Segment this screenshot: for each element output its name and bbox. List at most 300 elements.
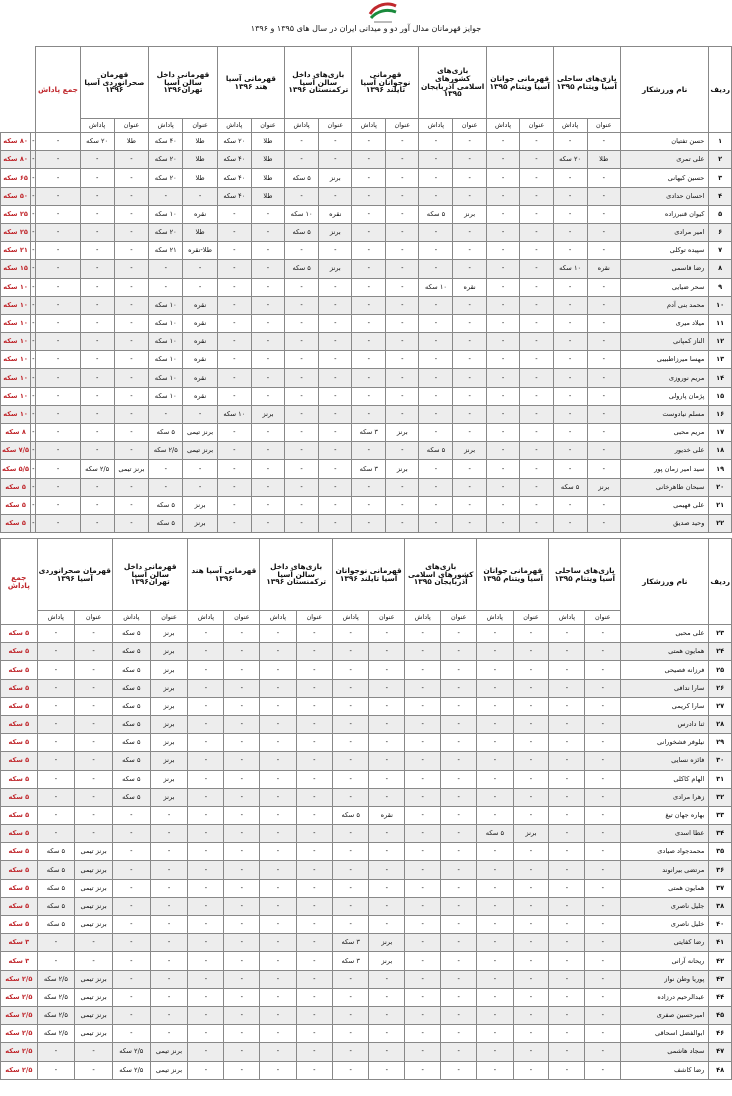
medal-cell: - <box>150 879 188 897</box>
reward-cell: - <box>260 861 296 879</box>
medal-cell: - <box>75 679 113 697</box>
title-subheader: عنوان <box>150 611 188 625</box>
reward-cell: - <box>553 133 587 151</box>
medal-cell: - <box>441 897 477 915</box>
reward-cell: - <box>260 752 296 770</box>
reward-cell: - <box>486 369 519 387</box>
athlete-name: رضا قاسمی <box>620 260 708 278</box>
medal-cell: - <box>114 260 148 278</box>
medal-cell: - <box>36 296 80 314</box>
reward-cell: - <box>352 387 386 405</box>
reward-cell: - <box>80 496 114 514</box>
medal-cell: برنز <box>183 514 217 532</box>
medal-cell: - <box>520 205 553 223</box>
medal-cell: - <box>114 169 148 187</box>
reward-cell: - <box>352 514 386 532</box>
reward-cell: - <box>486 187 519 205</box>
reward-subheader: پاداش <box>352 119 386 133</box>
reward-cell: - <box>285 242 319 260</box>
medal-cell: برنز <box>150 715 188 733</box>
medal-cell: - <box>319 333 352 351</box>
reward-cell: - <box>217 205 251 223</box>
medal-cell: - <box>453 387 486 405</box>
reward-cell: ۴۰ سکه <box>149 133 183 151</box>
medal-cell: برنز <box>150 770 188 788</box>
row-number: ۳۶ <box>709 861 732 879</box>
table-row <box>1 187 732 205</box>
medal-cell: - <box>319 387 352 405</box>
table-row <box>1 424 732 442</box>
reward-cell: - <box>352 242 386 260</box>
reward-cell: - <box>553 296 587 314</box>
reward-cell: ۲۰ سکه <box>553 151 587 169</box>
competition-header: قهرمان صحرانوردی آسیا ۱۳۹۶ <box>37 539 112 611</box>
medal-cell: - <box>513 679 549 697</box>
medal-cell: - <box>224 1061 260 1079</box>
reward-cell: - <box>188 1043 224 1061</box>
medal-cell: - <box>36 405 80 423</box>
medal-cell: - <box>251 242 284 260</box>
reward-cell: - <box>477 734 513 752</box>
reward-cell: ۱۰ سکه <box>419 278 453 296</box>
reward-cell: - <box>553 205 587 223</box>
reward-cell: ۵ سکه <box>149 424 183 442</box>
medal-cell: - <box>296 1043 332 1061</box>
medal-cell: - <box>585 697 621 715</box>
reward-cell: - <box>553 424 587 442</box>
reward-cell: - <box>405 843 441 861</box>
medal-cell: - <box>441 806 477 824</box>
reward-cell: - <box>31 460 36 478</box>
reward-cell: - <box>405 625 441 643</box>
medal-cell: برنز تیمی <box>75 916 113 934</box>
total-reward: ۸۰ سکه <box>1 151 31 169</box>
row-number: ۲۸ <box>709 715 732 733</box>
reward-cell: - <box>477 770 513 788</box>
row-number: ۱۴ <box>709 369 732 387</box>
reward-cell: - <box>352 442 386 460</box>
medal-cell: - <box>114 496 148 514</box>
reward-cell: - <box>37 825 75 843</box>
medal-cell: برنز <box>319 169 352 187</box>
reward-cell: ۵ سکه <box>113 697 151 715</box>
medal-cell: - <box>224 752 260 770</box>
reward-cell: - <box>549 825 585 843</box>
medal-cell: نقره <box>183 351 217 369</box>
medal-cell: - <box>114 351 148 369</box>
medal-cell: نقره <box>183 387 217 405</box>
medal-cell: - <box>587 296 620 314</box>
reward-cell: - <box>553 496 587 514</box>
reward-cell: - <box>553 333 587 351</box>
row-number: ۲۳ <box>709 625 732 643</box>
athlete-name: علی خدیور <box>620 442 708 460</box>
medal-cell: - <box>441 715 477 733</box>
reward-cell: - <box>477 879 513 897</box>
reward-cell: ۵ سکه <box>285 223 319 241</box>
reward-cell: - <box>260 879 296 897</box>
medal-cell: - <box>251 314 284 332</box>
row-number: ۹ <box>709 278 732 296</box>
reward-cell: - <box>419 351 453 369</box>
row-number: ۴۷ <box>709 1043 732 1061</box>
reward-cell: - <box>549 697 585 715</box>
reward-cell: ۲/۵ سکه <box>37 988 75 1006</box>
medal-cell: - <box>251 442 284 460</box>
reward-cell: - <box>285 387 319 405</box>
total-reward: ۵/۵ سکه <box>1 460 31 478</box>
reward-cell: - <box>285 314 319 332</box>
medal-cell: - <box>369 843 405 861</box>
medal-cell: - <box>36 278 80 296</box>
medal-cell: - <box>453 514 486 532</box>
table-row <box>1 514 732 532</box>
medal-cell: - <box>520 187 553 205</box>
medal-cell: - <box>369 970 405 988</box>
medal-cell: طلا <box>251 133 284 151</box>
reward-cell: - <box>332 625 368 643</box>
medal-cell: - <box>296 861 332 879</box>
reward-cell: - <box>217 478 251 496</box>
reward-cell: - <box>113 843 151 861</box>
reward-cell: - <box>405 643 441 661</box>
reward-cell: - <box>405 879 441 897</box>
reward-cell: - <box>352 333 386 351</box>
reward-cell: - <box>80 405 114 423</box>
medal-cell: - <box>114 296 148 314</box>
medal-cell: - <box>251 333 284 351</box>
medal-cell: - <box>585 952 621 970</box>
athlete-name: ابوالفضل اسحاقی <box>621 1025 709 1043</box>
total-reward: ۵ سکه <box>1 770 38 788</box>
reward-cell: ۵ سکه <box>477 825 513 843</box>
medal-cell: - <box>369 916 405 934</box>
medal-cell: - <box>296 734 332 752</box>
athlete-name: خلیل ناصری <box>621 916 709 934</box>
row-number: ۱۶ <box>709 405 732 423</box>
medal-cell: - <box>453 405 486 423</box>
reward-cell: - <box>260 734 296 752</box>
total-reward: ۱۰ سکه <box>1 278 31 296</box>
medal-cell: - <box>369 825 405 843</box>
reward-cell: - <box>31 133 36 151</box>
reward-cell: ۵ سکه <box>332 806 368 824</box>
reward-cell: - <box>149 260 183 278</box>
row-number-header: ردیف <box>709 47 732 133</box>
athlete-name: علی تمری <box>620 151 708 169</box>
athlete-name: ثنا دادرس <box>621 715 709 733</box>
reward-cell: - <box>477 843 513 861</box>
reward-cell: ۴۰ سکه <box>217 187 251 205</box>
athlete-name: رضا کاشف <box>621 1061 709 1079</box>
reward-cell: - <box>419 333 453 351</box>
medal-cell: - <box>513 1061 549 1079</box>
reward-cell: ۱۰ سکه <box>217 405 251 423</box>
reward-cell: - <box>260 843 296 861</box>
reward-cell: - <box>217 387 251 405</box>
medal-cell: - <box>369 697 405 715</box>
medal-cell: - <box>114 333 148 351</box>
total-reward: ۲۱ سکه <box>1 242 31 260</box>
medal-cell: - <box>520 151 553 169</box>
medal-cell: برنز تیمی <box>150 1043 188 1061</box>
reward-cell: - <box>31 369 36 387</box>
row-number: ۶ <box>709 223 732 241</box>
total-reward: ۲/۵ سکه <box>1 1061 38 1079</box>
medal-cell: - <box>386 260 419 278</box>
reward-cell: - <box>285 369 319 387</box>
medal-cell: - <box>75 661 113 679</box>
medal-cell: - <box>585 1025 621 1043</box>
reward-cell: - <box>477 715 513 733</box>
medal-cell: - <box>453 333 486 351</box>
reward-cell: - <box>405 1061 441 1079</box>
medal-cell: - <box>183 478 217 496</box>
reward-cell: - <box>477 788 513 806</box>
total-reward: ۷/۵ سکه <box>1 442 31 460</box>
reward-cell: - <box>113 806 151 824</box>
medal-cell: - <box>441 625 477 643</box>
medal-cell: برنز <box>150 734 188 752</box>
medal-cell: - <box>441 1061 477 1079</box>
medal-cell: - <box>369 879 405 897</box>
reward-subheader: پاداش <box>477 611 513 625</box>
medal-cell: - <box>296 715 332 733</box>
reward-cell: - <box>332 643 368 661</box>
medal-cell: - <box>224 625 260 643</box>
reward-cell: - <box>188 843 224 861</box>
reward-cell: - <box>31 296 36 314</box>
athlete-name: امیر مرادی <box>620 223 708 241</box>
medal-cell: - <box>369 770 405 788</box>
medal-cell: - <box>386 351 419 369</box>
medal-cell: - <box>585 934 621 952</box>
medal-cell: - <box>453 242 486 260</box>
athlete-name: محمد بنی آدم <box>620 296 708 314</box>
title-subheader: عنوان <box>75 611 113 625</box>
medal-cell: نقره <box>453 278 486 296</box>
reward-cell: - <box>285 405 319 423</box>
reward-cell: - <box>188 806 224 824</box>
row-number: ۲۰ <box>709 478 732 496</box>
table-row <box>1 278 732 296</box>
medal-cell: - <box>441 952 477 970</box>
row-number: ۳۷ <box>709 879 732 897</box>
medal-cell: - <box>441 770 477 788</box>
medal-cell: برنز <box>369 952 405 970</box>
medal-cell: - <box>224 697 260 715</box>
total-reward: ۵ سکه <box>1 478 31 496</box>
medal-cell: برنز <box>386 460 419 478</box>
reward-cell: - <box>486 296 519 314</box>
medal-cell: - <box>114 442 148 460</box>
reward-cell: - <box>419 460 453 478</box>
medal-cell: - <box>585 970 621 988</box>
reward-cell: ۴۰ سکه <box>217 151 251 169</box>
document-title: جوایز قهرمانان مدال آور دو و میدانی ایران در سال های ۱۳۹۵ و ۱۳۹۶ <box>250 24 482 33</box>
row-number: ۳ <box>709 169 732 187</box>
medal-cell: - <box>75 697 113 715</box>
table-row <box>1 1025 732 1043</box>
medal-cell: - <box>296 788 332 806</box>
reward-cell: - <box>188 952 224 970</box>
medal-cell: - <box>319 478 352 496</box>
reward-cell: - <box>486 151 519 169</box>
medal-cell: - <box>251 223 284 241</box>
reward-cell: ۲/۵ سکه <box>80 460 114 478</box>
reward-cell: - <box>80 223 114 241</box>
reward-cell: - <box>31 496 36 514</box>
reward-cell: - <box>549 988 585 1006</box>
medal-cell: - <box>369 897 405 915</box>
competition-header: قهرمانی داخل سالن آسیا تهران۱۳۹۶ <box>149 47 218 119</box>
table-row <box>1 205 732 223</box>
row-number: ۱۰ <box>709 296 732 314</box>
logo-icon <box>366 0 400 26</box>
reward-cell: - <box>332 697 368 715</box>
reward-cell: - <box>285 187 319 205</box>
medal-cell: - <box>114 151 148 169</box>
reward-cell: ۱۰ سکه <box>149 205 183 223</box>
medal-cell: - <box>513 879 549 897</box>
reward-cell: - <box>149 405 183 423</box>
reward-cell: - <box>113 861 151 879</box>
reward-cell: - <box>113 988 151 1006</box>
row-number: ۴۰ <box>709 916 732 934</box>
reward-cell: ۱۰ سکه <box>149 387 183 405</box>
reward-cell: - <box>332 861 368 879</box>
medal-cell: - <box>513 988 549 1006</box>
medal-cell: - <box>319 296 352 314</box>
row-number: ۳۲ <box>709 788 732 806</box>
table-row <box>1 661 732 679</box>
reward-cell: ۵ سکه <box>113 679 151 697</box>
table-row <box>1 788 732 806</box>
medal-cell: - <box>36 460 80 478</box>
reward-cell: - <box>486 169 519 187</box>
reward-cell: - <box>260 934 296 952</box>
reward-cell: - <box>31 387 36 405</box>
table-row <box>1 897 732 915</box>
reward-cell: - <box>217 314 251 332</box>
athlete-name: سید امیر زمان پور <box>620 460 708 478</box>
reward-cell: - <box>405 825 441 843</box>
reward-cell: - <box>37 770 75 788</box>
reward-cell: - <box>405 697 441 715</box>
reward-cell: - <box>486 460 519 478</box>
reward-cell: ۲۰ سکه <box>149 169 183 187</box>
medal-cell: - <box>513 697 549 715</box>
medal-cell: - <box>251 424 284 442</box>
reward-cell: - <box>405 679 441 697</box>
medal-cell: - <box>513 715 549 733</box>
medal-cell: برنز <box>150 788 188 806</box>
medal-cell: - <box>513 1043 549 1061</box>
table-row <box>1 296 732 314</box>
medal-cell: - <box>114 278 148 296</box>
reward-cell: - <box>419 296 453 314</box>
reward-subheader: پاداش <box>260 611 296 625</box>
row-number-header: ردیف <box>709 539 732 625</box>
total-reward: ۲۵ سکه <box>1 223 31 241</box>
reward-cell: - <box>486 478 519 496</box>
reward-cell: - <box>188 1006 224 1024</box>
reward-cell: - <box>285 296 319 314</box>
reward-cell: ۵ سکه <box>419 442 453 460</box>
reward-cell: - <box>37 734 75 752</box>
medal-cell: - <box>369 988 405 1006</box>
row-number: ۳۸ <box>709 897 732 915</box>
reward-cell: - <box>80 369 114 387</box>
athlete-name: سجاد هاشمی <box>621 1043 709 1061</box>
reward-cell: ۲۰ سکه <box>80 133 114 151</box>
reward-cell: - <box>31 442 36 460</box>
medal-cell: - <box>513 752 549 770</box>
athlete-name: سپیده توکلی <box>620 242 708 260</box>
athlete-name: زهرا مرادی <box>621 788 709 806</box>
reward-cell: - <box>149 278 183 296</box>
medal-cell: - <box>150 843 188 861</box>
reward-cell: - <box>332 788 368 806</box>
reward-cell: ۲/۵ سکه <box>113 1043 151 1061</box>
medal-cell: - <box>441 916 477 934</box>
medal-cell: - <box>114 187 148 205</box>
competition-header: قهرمانی آسیا هند ۱۳۹۶ <box>188 539 260 611</box>
reward-cell: - <box>549 916 585 934</box>
reward-cell: - <box>405 806 441 824</box>
reward-cell: - <box>486 405 519 423</box>
reward-cell: - <box>188 897 224 915</box>
medal-cell: - <box>36 424 80 442</box>
medal-cell: - <box>585 679 621 697</box>
competition-header: بازی‌های کشورهای اسلامی آذربایجان ۱۳۹۵ <box>405 539 477 611</box>
medal-cell: - <box>513 661 549 679</box>
medal-cell: - <box>36 514 80 532</box>
medal-cell: برنز <box>453 442 486 460</box>
medal-cell: - <box>386 442 419 460</box>
row-number: ۲ <box>709 151 732 169</box>
medal-cell: - <box>296 988 332 1006</box>
medal-cell: - <box>224 1025 260 1043</box>
reward-cell: - <box>260 970 296 988</box>
medal-cell: - <box>319 351 352 369</box>
reward-cell: - <box>188 752 224 770</box>
medal-cell: - <box>251 260 284 278</box>
table-row <box>1 715 732 733</box>
reward-subheader: پاداش <box>217 119 251 133</box>
table-row <box>1 1061 732 1079</box>
total-reward: ۵ سکه <box>1 697 38 715</box>
table-row <box>1 151 732 169</box>
medal-cell: - <box>183 405 217 423</box>
reward-cell: - <box>486 387 519 405</box>
medal-cell: - <box>587 169 620 187</box>
medal-cell: - <box>251 351 284 369</box>
reward-cell: - <box>486 514 519 532</box>
medal-cell: - <box>585 770 621 788</box>
athlete-name: مرتضی بیرانوند <box>621 861 709 879</box>
medal-cell: - <box>513 1025 549 1043</box>
medal-cell: - <box>587 187 620 205</box>
total-reward: ۲/۵ سکه <box>1 970 38 988</box>
medal-cell: - <box>224 1006 260 1024</box>
reward-cell: - <box>419 169 453 187</box>
medal-cell: - <box>114 405 148 423</box>
reward-cell: - <box>285 496 319 514</box>
reward-cell: - <box>419 151 453 169</box>
total-reward: ۳ سکه <box>1 934 38 952</box>
reward-cell: - <box>260 770 296 788</box>
